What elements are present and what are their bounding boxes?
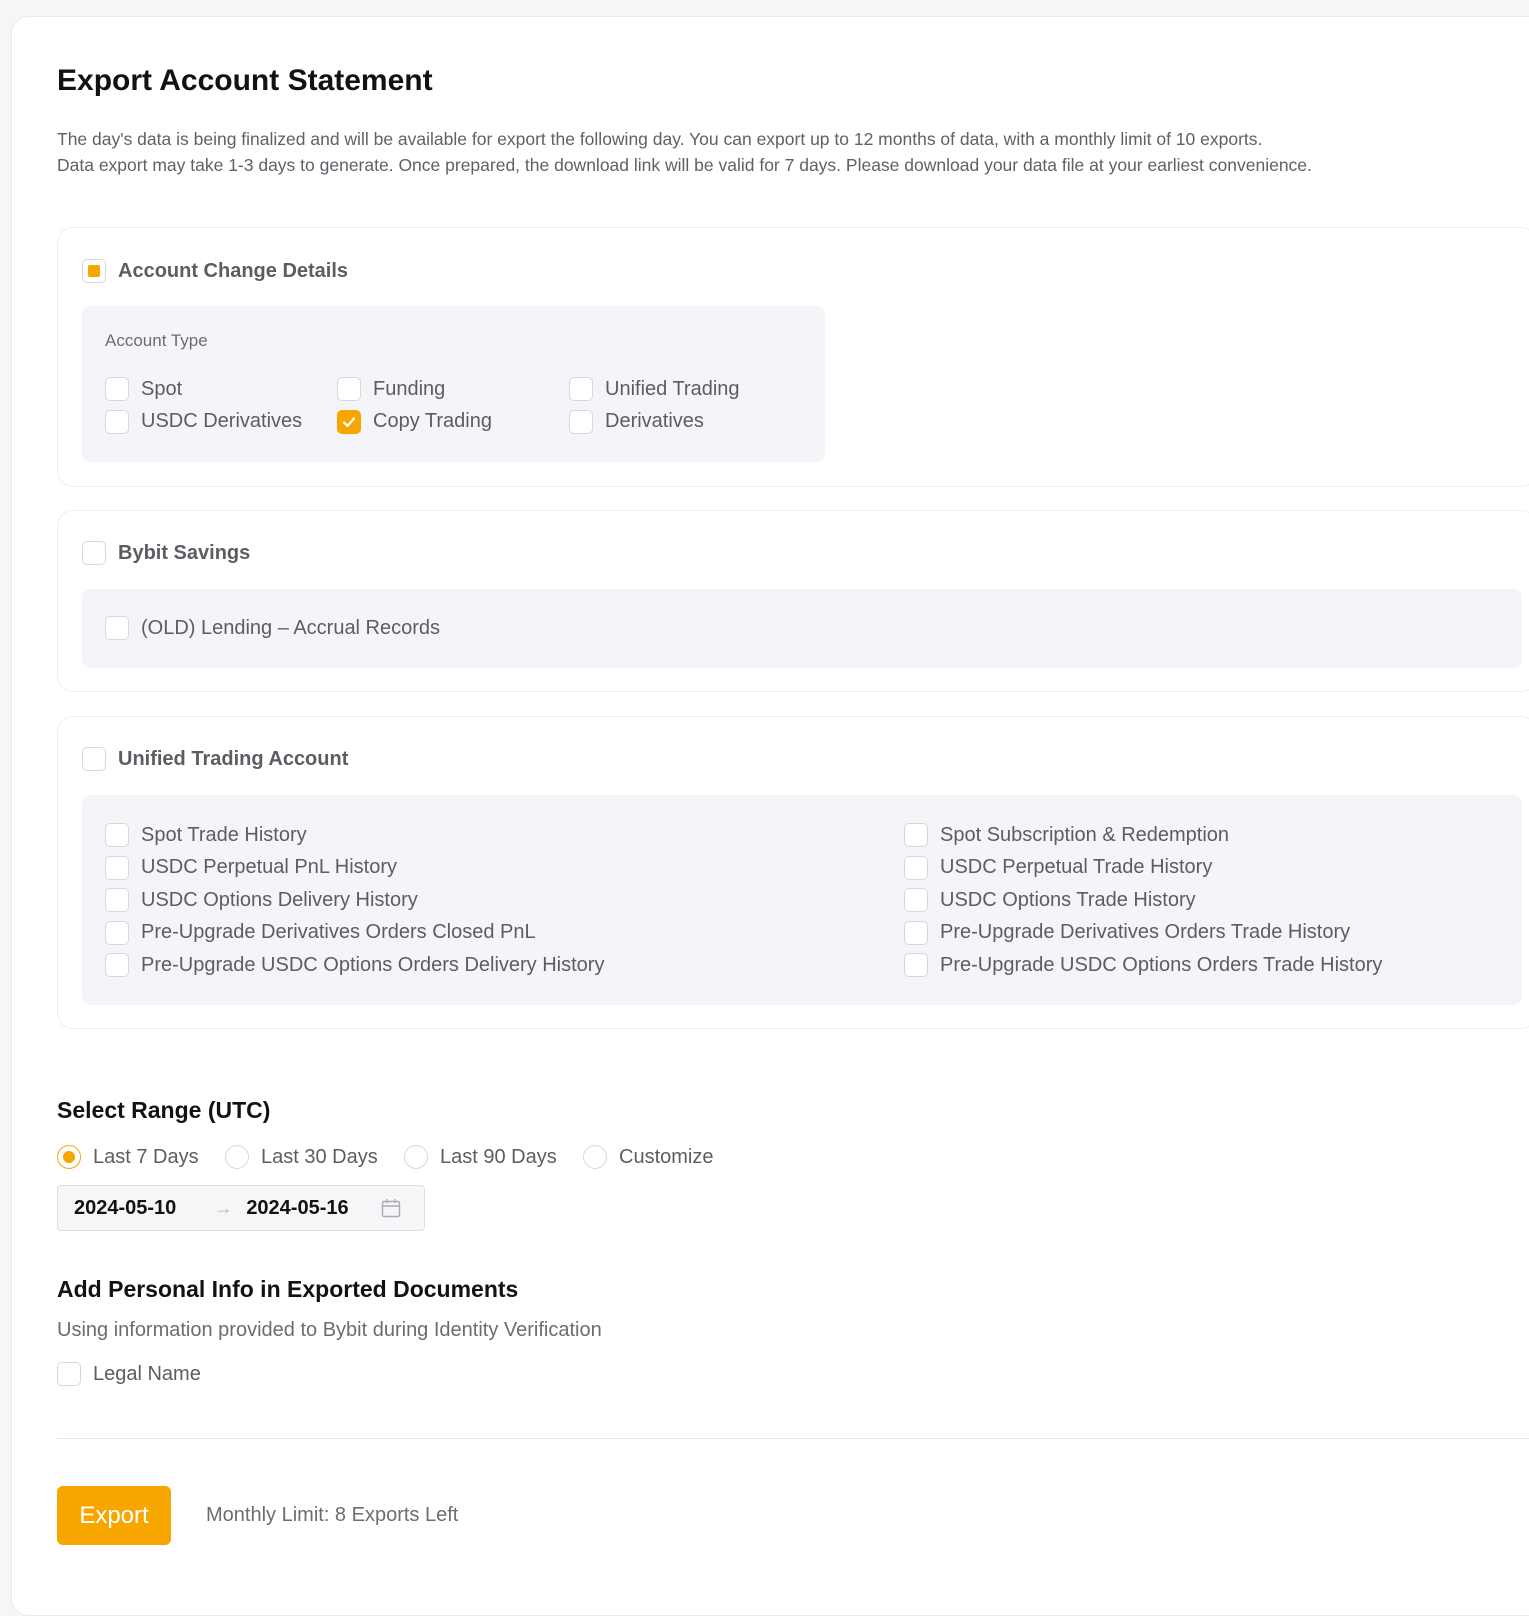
uta-option-label: Pre-Upgrade USDC Options Orders Trade History [940,953,1383,976]
uta-option-checkbox[interactable] [105,921,129,945]
uta-option[interactable] [904,856,1212,880]
range-option-label: Last 7 Days [93,1145,199,1168]
account-type-option[interactable] [105,410,302,434]
uta-option-label: USDC Perpetual Trade History [940,856,1213,878]
account-type-option-label: Unified Trading [605,377,740,400]
uta-option-checkbox[interactable] [904,953,928,977]
calendar-icon[interactable] [381,1198,401,1218]
uta-header[interactable] [82,747,348,771]
account-type-option-checkbox[interactable] [105,377,129,401]
uta-option-checkbox[interactable] [105,823,129,847]
legal-name-checkbox[interactable] [57,1362,81,1386]
uta-option[interactable] [105,888,418,912]
range-arrow-icon: → [214,1197,233,1218]
savings-section [57,510,1529,692]
uta-checkbox[interactable] [82,747,106,771]
uta-option-label: Pre-Upgrade USDC Options Orders Delivery History [141,953,605,976]
range-option-label: Customize [619,1145,714,1168]
range-option[interactable] [404,1145,557,1169]
account-type-option-checkbox[interactable] [105,410,129,434]
account-change-header[interactable] [82,259,348,283]
date-range-picker[interactable] [57,1185,425,1231]
page-title: Export Account Statement [57,64,433,97]
partial-indicator-icon [88,265,100,277]
account-type-option-label: Copy Trading [373,410,492,432]
account-type-option[interactable] [569,377,740,401]
legal-name-label: Legal Name [93,1362,201,1385]
account-type-option-label: Funding [373,377,446,400]
end-date[interactable]: 2024-05-16 [246,1196,349,1219]
uta-option-checkbox[interactable] [105,856,129,880]
check-icon [341,414,357,430]
account-type-option-checkbox[interactable] [337,377,361,401]
account-type-option[interactable] [337,410,492,434]
monthly-limit-text: Monthly Limit: 8 Exports Left [206,1504,459,1526]
range-option-radio[interactable] [583,1145,607,1169]
account-change-title: Account Change Details [118,259,349,282]
uta-option[interactable] [105,953,604,977]
export-button[interactable]: Export [57,1486,171,1545]
uta-option[interactable] [904,953,1382,977]
account-change-section [57,227,1529,487]
range-title: Select Range (UTC) [57,1097,271,1123]
uta-option-label: Spot Subscription & Redemption [940,823,1230,846]
uta-option[interactable] [904,888,1196,912]
divider [57,1438,1529,1439]
uta-option[interactable] [105,823,307,847]
personal-info-subtitle: Using information provided to Bybit during Identity Verification [57,1319,602,1341]
uta-option-checkbox[interactable] [904,823,928,847]
uta-option-label: USDC Perpetual PnL History [141,856,398,878]
uta-title: Unified Trading Account [118,747,349,770]
account-type-panel [82,306,825,462]
uta-option[interactable] [904,921,1350,945]
account-type-option-label: Spot [141,377,183,400]
range-option-radio[interactable] [57,1145,81,1169]
uta-panel [82,795,1522,1005]
account-type-option-label: USDC Derivatives [141,410,303,432]
account-type-option[interactable] [569,410,704,434]
legal-name-option[interactable] [57,1362,201,1386]
uta-option-checkbox[interactable] [105,888,129,912]
uta-option-label: USDC Options Trade History [940,888,1196,911]
savings-checkbox[interactable] [82,541,106,565]
range-option-label: Last 90 Days [440,1145,557,1168]
uta-option-checkbox[interactable] [904,921,928,945]
uta-option[interactable] [105,921,536,945]
uta-option-label: Pre-Upgrade Derivatives Orders Trade History [940,921,1351,943]
account-type-option-checkbox[interactable] [569,377,593,401]
export-statement-card [11,16,1529,1616]
range-option-radio[interactable] [404,1145,428,1169]
uta-option-label: Spot Trade History [141,823,307,846]
savings-header[interactable] [82,541,250,565]
uta-option-label: USDC Options Delivery History [141,888,418,911]
range-option[interactable] [57,1145,199,1169]
savings-option-checkbox[interactable] [105,616,129,640]
range-option[interactable] [583,1145,713,1169]
uta-section [57,716,1529,1029]
uta-option-label: Pre-Upgrade Derivatives Orders Closed PnL [141,921,536,943]
account-type-option-checkbox[interactable] [569,410,593,434]
account-type-label: Account Type [105,331,208,350]
savings-option-label: (OLD) Lending – Accrual Records [141,616,441,639]
radio-dot-icon [63,1151,75,1163]
account-change-checkbox[interactable] [82,259,106,283]
uta-option[interactable] [105,856,397,880]
savings-title: Bybit Savings [118,541,251,564]
account-type-option-checkbox[interactable] [337,410,361,434]
account-type-option[interactable] [105,377,182,401]
description-line-1: The day's data is being finalized and will be available for export the following day. You can export up to 12 months of data, with a monthly limit of 10 exports. [57,129,1263,149]
range-option[interactable] [225,1145,378,1169]
savings-panel [82,589,1522,668]
description-line-2: Data export may take 1-3 days to generate. Once prepared, the download link will be valid for 7 days. Please download your data file at your earliest convenience. [57,155,1312,175]
account-type-option-label: Derivatives [605,410,704,432]
uta-option-checkbox[interactable] [904,856,928,880]
uta-option[interactable] [904,823,1229,847]
uta-option-checkbox[interactable] [904,888,928,912]
uta-option-checkbox[interactable] [105,953,129,977]
range-option-label: Last 30 Days [261,1145,378,1168]
start-date[interactable]: 2024-05-10 [74,1196,177,1219]
range-option-radio[interactable] [225,1145,249,1169]
personal-info-title: Add Personal Info in Exported Documents [57,1276,519,1302]
account-type-option[interactable] [337,377,445,401]
savings-option[interactable] [105,616,440,640]
